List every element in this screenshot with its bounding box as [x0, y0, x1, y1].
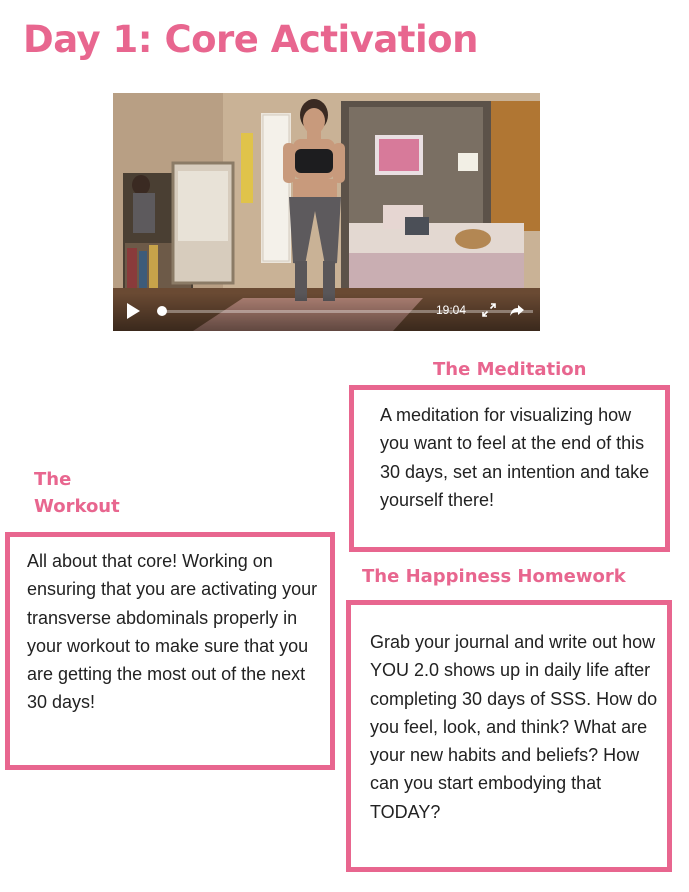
progress-bar[interactable]	[161, 310, 533, 313]
workout-text: All about that core! Working on ensuring that you are activating your transverse abdominals properly in your workout to make sure that you are getting the most out of the next 30 days!	[27, 551, 318, 713]
share-icon[interactable]	[509, 302, 525, 318]
meditation-text: A meditation for visualizing how you want to feel at the end of this 30 days, set an intention and take yourself there!	[380, 405, 650, 510]
play-icon[interactable]	[127, 303, 140, 319]
video-duration: 19:04	[436, 303, 467, 317]
video-player[interactable]	[113, 93, 540, 331]
page-title: Day 1: Core Activation	[23, 18, 478, 61]
fullscreen-icon[interactable]	[481, 302, 497, 318]
progress-handle[interactable]	[157, 306, 167, 316]
workout-box	[5, 532, 335, 770]
homework-text: Grab your journal and write out how YOU 2.0 shows up in daily life after completing 30 days of SSS. How do you feel, look, and think? What are your new habits and beliefs? How can you start embodying that TODAY?	[370, 632, 658, 822]
homework-heading: The Happiness Homework	[362, 566, 626, 587]
workout-heading: The Workout	[34, 469, 120, 517]
meditation-heading: The Meditation	[433, 359, 587, 380]
homework-box	[346, 600, 672, 872]
meditation-box	[349, 385, 670, 552]
video-controls	[113, 293, 540, 331]
